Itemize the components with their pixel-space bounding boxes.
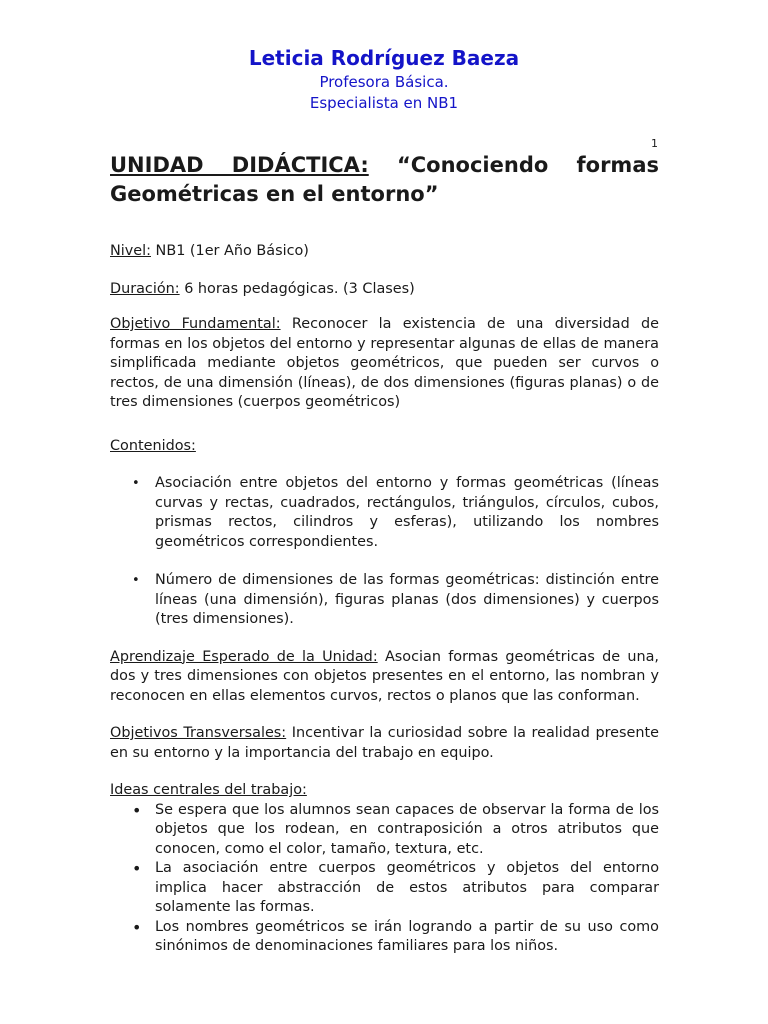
document-body [110, 151, 659, 957]
list-item [110, 474, 659, 552]
duracion-text: 6 horas pedagógicas. (3 Clases) [179, 280, 415, 297]
contenidos-heading [110, 437, 659, 457]
list-item [110, 801, 659, 860]
duracion-line [110, 280, 659, 300]
ideas-label: Ideas centrales del trabajo: [110, 782, 307, 798]
list-item-text: Número de dimensiones de las formas geométricas: distinción entre líneas (una dimensión), figuras planas (dos dimensiones) y cuerpos (tres dimensiones). [155, 572, 659, 627]
contenidos-list [110, 474, 659, 630]
list-item-text: Los nombres geométricos se irán logrando a partir de su uso como sinónimos de denominaciones familiares para los niños. [155, 918, 659, 954]
list-item-text: Asociación entre objetos del entorno y formas geométricas (líneas curvas y rectas, cuadrados, rectángulos, triángulos, círculos, cubos, prismas rectos, cilindros y esferas), utilizando los nombres geométricos correspondientes. [155, 475, 659, 550]
unit-title-text: “Conociendo formas Geométricas en el entorno” [110, 153, 659, 206]
bullet-icon: • [132, 859, 142, 878]
aprendizaje-label: Aprendizaje Esperado de la Unidad: [110, 648, 378, 665]
transversales-text: Incentivar la curiosidad sobre la realidad presente en su entorno y la importancia del trabajo en equipo. [110, 725, 659, 761]
aprendizaje-paragraph [110, 648, 659, 707]
page-number: 1 [651, 137, 658, 150]
ideas-list [110, 801, 659, 957]
objetivo-label: Objetivo Fundamental: [110, 316, 281, 332]
objetivo-text: Reconocer la existencia de una diversidad de formas en los objetos del entorno y representar algunas de ellas de manera simplificada mediante objetos geométricos, que pueden ser curvos o rectos, de una dimensión (líneas), de dos dimensiones (figuras planas) o de tres dimensiones (cuerpos geométricos) [110, 316, 659, 410]
author-specialty: Especialista en NB1 [309, 94, 459, 112]
nivel-text: NB1 (1er Año Básico) [150, 243, 309, 259]
author-role: Profesora Básica. [319, 73, 449, 91]
bullet-icon: • [132, 917, 142, 937]
transversales-paragraph [110, 724, 659, 763]
list-item [110, 571, 659, 630]
transversales-label: Objetivos Transversales: [110, 725, 287, 741]
list-item [110, 859, 659, 918]
bullet-icon: • [132, 476, 140, 491]
contenidos-label: Contenidos: [110, 437, 196, 454]
duracion-label: Duración: [110, 280, 180, 297]
aprendizaje-text: Asocian formas geométricas de una, dos y tres dimensiones con objetos presentes en el entorno, las nombran y reconocen en ellas elementos curvos, rectos o planos que las conforman. [110, 648, 659, 704]
nivel-line [110, 242, 659, 262]
author-name: Leticia Rodríguez Baeza [248, 46, 520, 70]
list-item [110, 918, 659, 957]
objetivo-paragraph [110, 315, 659, 413]
nivel-label: Nivel: [110, 243, 151, 259]
list-item-text: La asociación entre cuerpos geométricos y objetos del entorno implica hacer abstracción de estos atributos para comparar solamente las formas. [155, 860, 659, 915]
document-header [0, 44, 768, 114]
list-item-text: Se espera que los alumnos sean capaces de observar la forma de los objetos que los rodean, en contraposición a otros atributos que conocen, como el color, tamaño, textura, etc. [155, 801, 659, 857]
bullet-icon: • [132, 573, 140, 588]
unit-title [110, 151, 659, 209]
ideas-heading [110, 781, 659, 801]
unit-title-label: UNIDAD DIDÁCTICA: [110, 153, 369, 177]
bullet-icon: • [132, 800, 142, 820]
